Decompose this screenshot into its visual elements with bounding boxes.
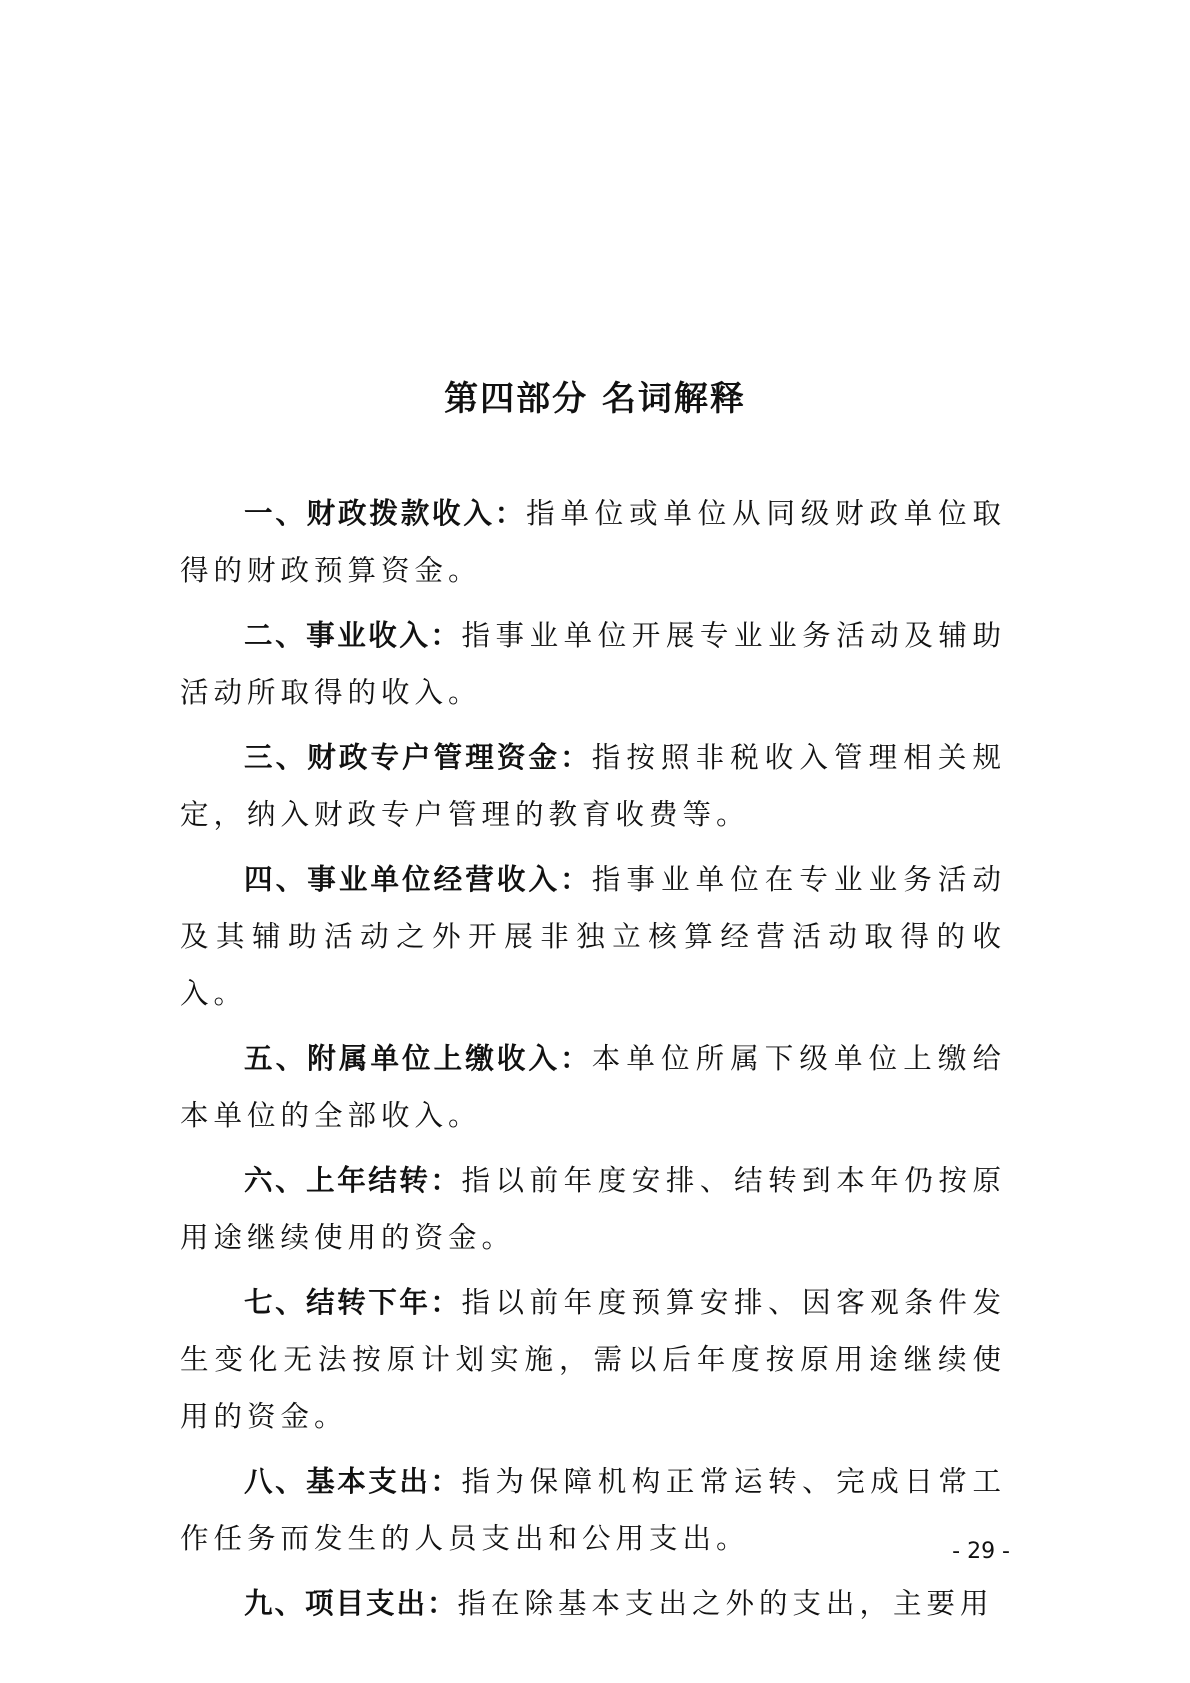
page-number: - 29 - [952, 1539, 1010, 1564]
glossary-term: 五、附属单位上缴收入： [244, 1042, 592, 1075]
glossary-definition: 指事业单位开展专业业务活动及辅助活动所取得的收入。 [180, 619, 1006, 709]
glossary-definition: 指以前年度预算安排、因客观条件发生变化无法按原计划实施，需以后年度按原用途继续使用的资金。 [180, 1286, 1006, 1433]
glossary-term: 八、基本支出： [244, 1465, 462, 1498]
glossary-entry-3 [180, 729, 1006, 843]
glossary-term: 四、事业单位经营收入： [244, 863, 592, 896]
glossary-entry-7 [180, 1274, 1006, 1445]
glossary-term: 六、上年结转： [244, 1164, 462, 1197]
glossary-entry-4 [180, 851, 1006, 1022]
glossary-definition: 指以前年度安排、结转到本年仍按原用途继续使用的资金。 [180, 1164, 1006, 1254]
page-title: 第四部分 名词解释 [444, 379, 746, 419]
glossary-entry-2 [180, 607, 1006, 721]
glossary-entry-1 [180, 485, 1006, 599]
glossary-definition: 本单位所属下级单位上缴给本单位的全部收入。 [180, 1042, 1006, 1132]
glossary-content [180, 485, 1006, 1640]
glossary-term: 七、结转下年： [244, 1286, 462, 1319]
glossary-definition: 指单位或单位从同级财政单位取得的财政预算资金。 [180, 497, 1006, 587]
glossary-term: 九、项目支出： [244, 1587, 458, 1620]
glossary-term: 一、财政拨款收入： [244, 497, 527, 530]
glossary-entry-9 [180, 1575, 1006, 1632]
glossary-term: 二、事业收入： [244, 619, 462, 652]
glossary-entry-8 [180, 1453, 1006, 1567]
glossary-definition: 指事业单位在专业业务活动及其辅助活动之外开展非独立核算经营活动取得的收入。 [180, 863, 1006, 1010]
glossary-definition: 指为保障机构正常运转、完成日常工作任务而发生的人员支出和公用支出。 [180, 1465, 1006, 1555]
glossary-entry-6 [180, 1152, 1006, 1266]
glossary-definition: 指在除基本支出之外的支出，主要用 [457, 1587, 994, 1620]
glossary-entry-5 [180, 1030, 1006, 1144]
glossary-term: 三、财政专户管理资金： [244, 741, 592, 774]
glossary-definition: 指按照非税收入管理相关规定，纳入财政专户管理的教育收费等。 [180, 741, 1006, 831]
